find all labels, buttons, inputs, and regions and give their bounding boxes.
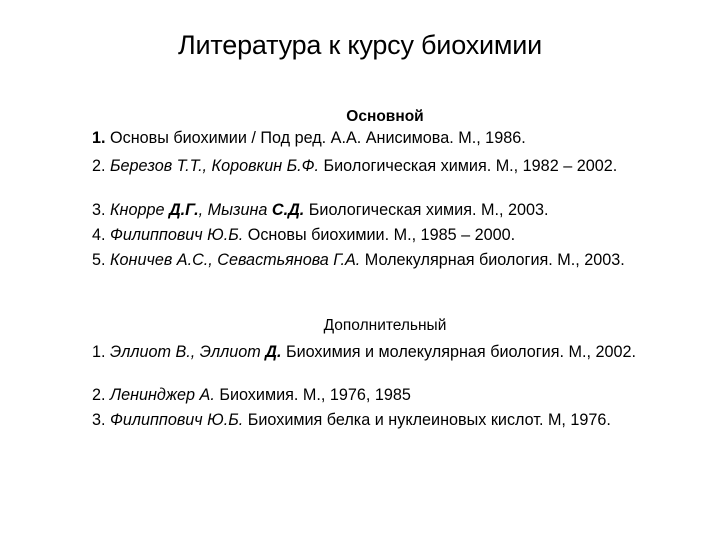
list-item	[92, 156, 674, 176]
item-text: Биохимия и молекулярная биология. М., 2002.	[281, 343, 636, 361]
item-number: 3.	[92, 201, 106, 219]
item-text: Биологическая химия. М., 2003.	[304, 201, 549, 219]
item-text: Биологическая химия. М., 1982 – 2002.	[319, 157, 618, 175]
list-item	[92, 385, 674, 405]
item-text: Биохимия. М., 1976, 1985	[214, 386, 411, 404]
item-number: 2.	[92, 386, 106, 404]
list-item	[92, 410, 674, 430]
item-text: Основы биохимии / Под ред. А.А. Анисимова. М., 1986.	[105, 129, 526, 147]
list-item	[92, 342, 674, 362]
list-item	[92, 200, 674, 220]
item-number: 5.	[92, 251, 106, 269]
item-author: Филиппович Ю.Б.	[110, 226, 244, 244]
item-number: 4.	[92, 226, 106, 244]
list-item	[92, 250, 674, 270]
section-heading-extra: Дополнительный	[323, 317, 447, 334]
slide-title: Литература к курсу биохимии	[177, 30, 543, 60]
item-author: Ленинджер А.	[110, 386, 215, 404]
item-number: 1.	[92, 129, 106, 147]
item-author: Березов Т.Т., Коровкин Б.Ф.	[110, 157, 320, 175]
item-number: 2.	[92, 157, 106, 175]
item-author: Филиппович Ю.Б.	[110, 411, 244, 429]
list-item	[92, 128, 674, 148]
item-text: Молекулярная биология. М., 2003.	[360, 251, 625, 269]
list-item	[92, 225, 674, 245]
item-number: 3.	[92, 411, 106, 429]
item-author: Коничев А.С., Севастьянова Г.А.	[110, 251, 361, 269]
item-number: 1.	[92, 343, 106, 361]
section-heading-main: Основной	[346, 108, 424, 125]
item-text: Основы биохимии. М., 1985 – 2000.	[243, 226, 516, 244]
item-author: Эллиот В., Эллиот Д.	[110, 343, 282, 361]
item-text: Биохимия белка и нуклеиновых кислот. М, 1976.	[243, 411, 611, 429]
item-author: Кнорре Д.Г., Мызина С.Д.	[110, 201, 305, 219]
